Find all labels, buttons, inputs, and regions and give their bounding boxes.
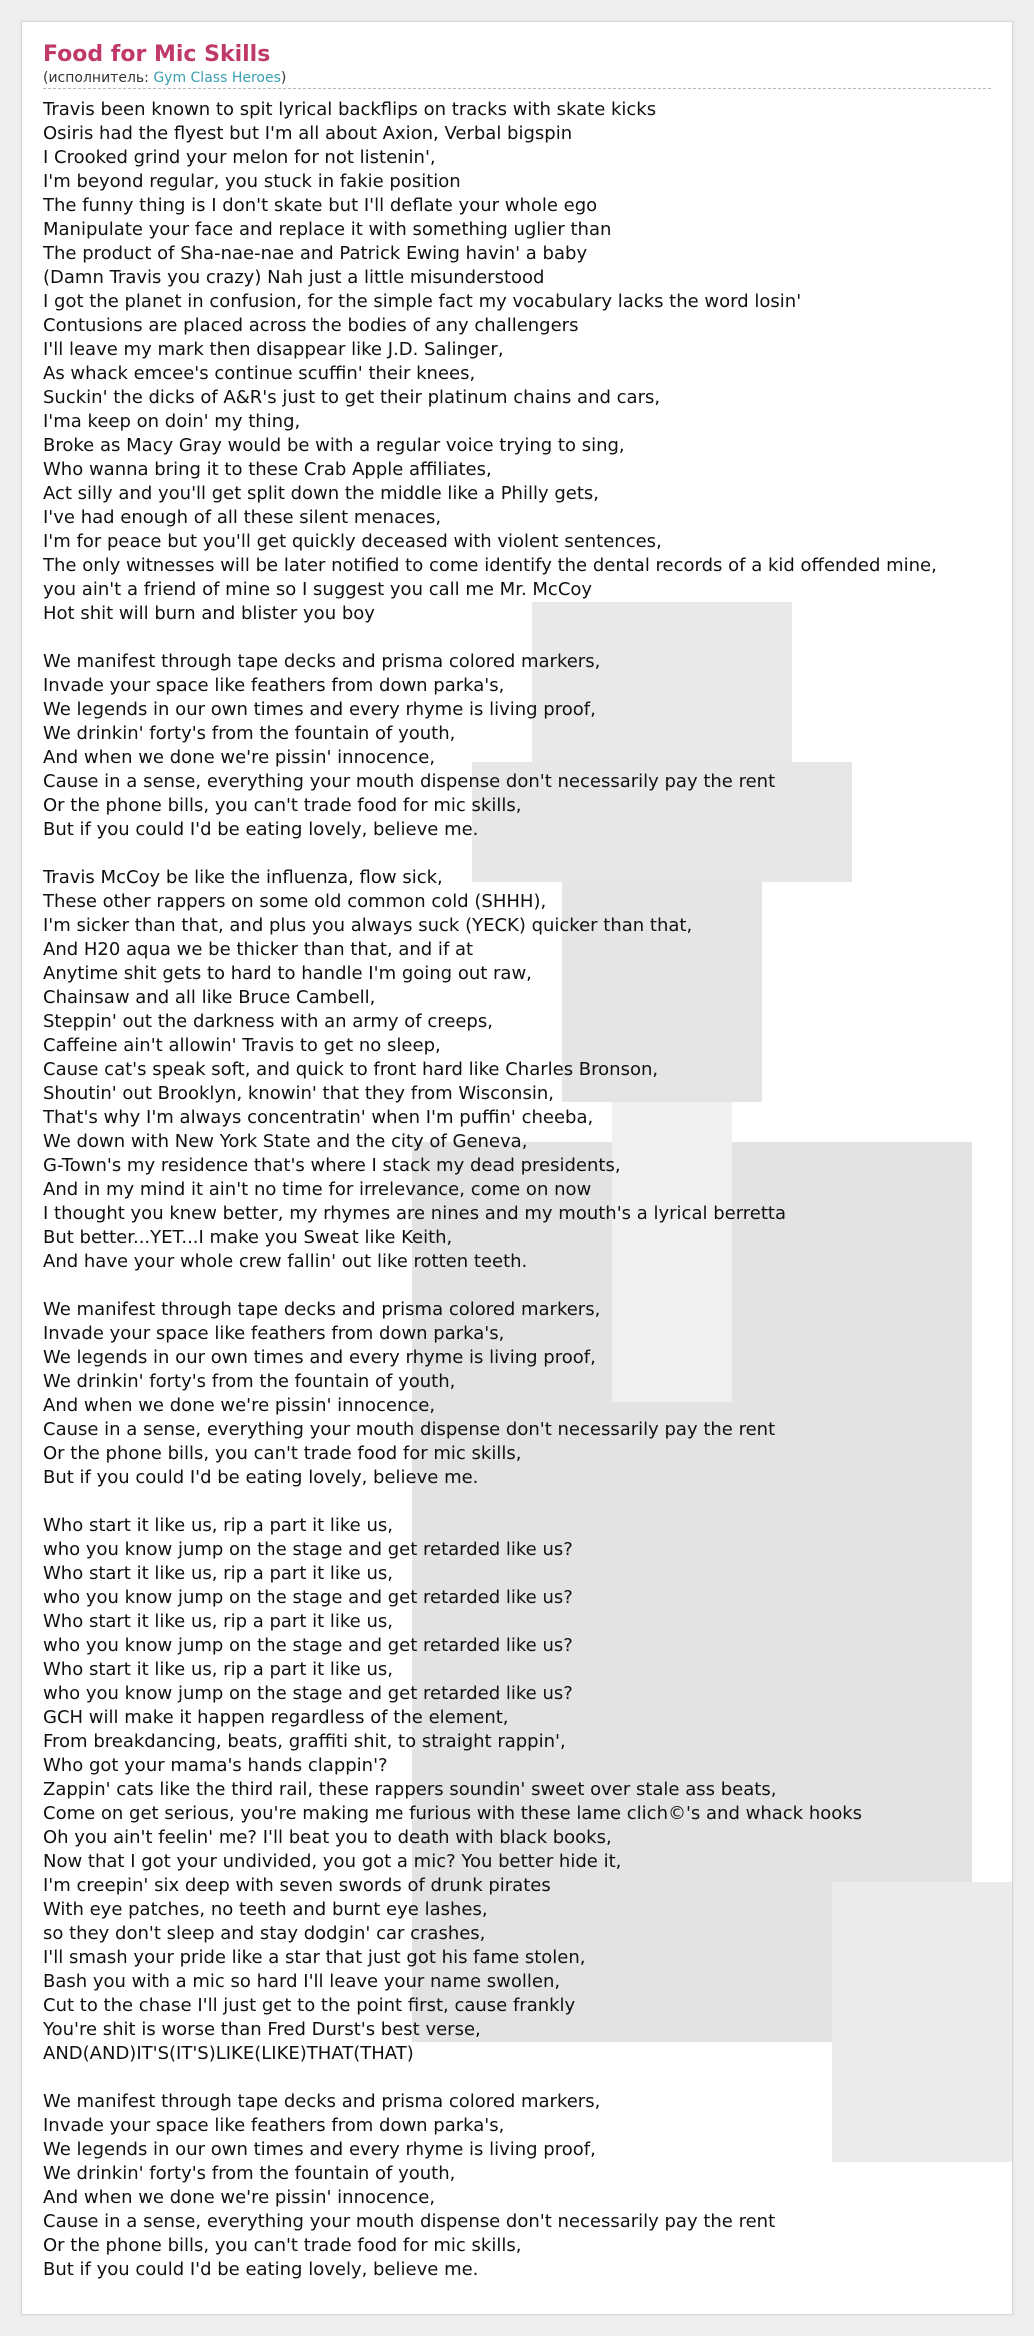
lyrics-stanza (43, 2090, 1013, 2282)
lyric-line: (Damn Travis you crazy) Nah just a little misunderstood (43, 267, 545, 288)
stanza-gap (43, 1490, 1013, 1514)
lyrics-stanza (43, 650, 1013, 842)
lyric-line: Hot shit will burn and blister you boy (43, 603, 375, 624)
lyric-line: We drinkin' forty's from the fountain of youth, (43, 2163, 456, 2184)
lyric-line: Or the phone bills, you can't trade food for mic skills, (43, 1443, 522, 1464)
artist-link[interactable]: Gym Class Heroes (153, 70, 281, 86)
lyric-line: who you know jump on the stage and get retarded like us? (43, 1635, 573, 1656)
lyric-line: The funny thing is I don't skate but I'll deflate your whole ego (43, 195, 598, 216)
lyric-line: The product of Sha-nae-nae and Patrick Ewing havin' a baby (43, 243, 588, 264)
lyric-line: Chainsaw and all like Bruce Cambell, (43, 987, 376, 1008)
lyric-line: We legends in our own times and every rhyme is living proof, (43, 2139, 596, 2160)
lyrics-stanza (43, 1514, 1013, 2066)
lyric-line: And have your whole crew fallin' out like rotten teeth. (43, 1251, 528, 1272)
lyric-line: I'm for peace but you'll get quickly deceased with violent sentences, (43, 531, 662, 552)
lyric-line: We legends in our own times and every rhyme is living proof, (43, 699, 596, 720)
lyric-line: With eye patches, no teeth and burnt eye lashes, (43, 1899, 488, 1920)
lyric-line: We drinkin' forty's from the fountain of youth, (43, 1371, 456, 1392)
lyric-line: Who start it like us, rip a part it like us, (43, 1563, 393, 1584)
lyric-line: But if you could I'd be eating lovely, believe me. (43, 819, 479, 840)
lyric-line: Who start it like us, rip a part it like us, (43, 1659, 393, 1680)
lyrics-stanza (43, 98, 1013, 626)
stanza-gap (43, 842, 1013, 866)
lyric-line: Invade your space like feathers from down parka's, (43, 1323, 505, 1344)
lyric-line: And when we done we're pissin' innocence, (43, 2187, 436, 2208)
lyric-line: who you know jump on the stage and get retarded like us? (43, 1683, 573, 1704)
lyric-line: Bash you with a mic so hard I'll leave your name swollen, (43, 1971, 561, 1992)
lyric-line: Travis McCoy be like the influenza, flow sick, (43, 867, 443, 888)
lyric-line: who you know jump on the stage and get retarded like us? (43, 1587, 573, 1608)
lyric-line: I'm beyond regular, you stuck in fakie position (43, 171, 461, 192)
stanza-gap (43, 1274, 1013, 1298)
lyric-line: That's why I'm always concentratin' when I'm puffin' cheeba, (43, 1107, 594, 1128)
lyric-line: But if you could I'd be eating lovely, believe me. (43, 2259, 479, 2280)
lyric-line: I've had enough of all these silent menaces, (43, 507, 442, 528)
lyric-line: Now that I got your undivided, you got a mic? You better hide it, (43, 1851, 622, 1872)
artist-suffix: ) (280, 70, 287, 86)
lyric-line: But if you could I'd be eating lovely, believe me. (43, 1467, 479, 1488)
lyric-line: Manipulate your face and replace it with something uglier than (43, 219, 612, 240)
lyric-line: We manifest through tape decks and prisma colored markers, (43, 651, 601, 672)
lyric-line: The only witnesses will be later notified to come identify the dental records of a kid offended mine, (43, 555, 937, 576)
lyric-line: Steppin' out the darkness with an army of creeps, (43, 1011, 493, 1032)
lyrics-stanza (43, 866, 1013, 1274)
artist-prefix: (исполнитель: (43, 70, 154, 86)
lyric-line: We manifest through tape decks and prisma colored markers, (43, 2091, 601, 2112)
lyric-line: AND(AND)IT'S(IT'S)LIKE(LIKE)THAT(THAT) (43, 2043, 414, 2064)
lyric-line: We legends in our own times and every rhyme is living proof, (43, 1347, 596, 1368)
lyric-line: so they don't sleep and stay dodgin' car crashes, (43, 1923, 486, 1944)
lyric-line: Anytime shit gets to hard to handle I'm going out raw, (43, 963, 532, 984)
lyric-line: Who start it like us, rip a part it like us, (43, 1515, 393, 1536)
lyric-line: GCH will make it happen regardless of the element, (43, 1707, 509, 1728)
lyric-line: who you know jump on the stage and get retarded like us? (43, 1539, 573, 1560)
lyric-line: I thought you knew better, my rhymes are nines and my mouth's a lyrical berretta (43, 1203, 787, 1224)
lyric-line: As whack emcee's continue scuffin' their knees, (43, 363, 476, 384)
lyric-line: Cause in a sense, everything your mouth dispense don't necessarily pay the rent (43, 1419, 776, 1440)
artist-line (43, 70, 991, 87)
lyric-line: We drinkin' forty's from the fountain of youth, (43, 723, 456, 744)
lyric-line: Zappin' cats like the third rail, these rappers soundin' sweet over stale ass beats, (43, 1779, 777, 1800)
lyric-line: I'm creepin' six deep with seven swords of drunk pirates (43, 1875, 551, 1896)
lyric-line: Travis been known to spit lyrical backflips on tracks with skate kicks (43, 99, 657, 120)
lyric-line: Come on get serious, you're making me furious with these lame clich©'s and whack hooks (43, 1803, 863, 1824)
lyric-line: And H20 aqua we be thicker than that, and if at (43, 939, 474, 960)
lyric-line: Invade your space like feathers from down parka's, (43, 675, 505, 696)
stanza-gap (43, 2066, 1013, 2090)
lyric-line: Or the phone bills, you can't trade food for mic skills, (43, 2235, 522, 2256)
lyric-line: Osiris had the flyest but I'm all about Axion, Verbal bigspin (43, 123, 573, 144)
lyric-line: Cause in a sense, everything your mouth dispense don't necessarily pay the rent (43, 2211, 776, 2232)
stanza-gap (43, 626, 1013, 650)
lyric-line: Caffeine ain't allowin' Travis to get no sleep, (43, 1035, 441, 1056)
lyric-line: I got the planet in confusion, for the simple fact my vocabulary lacks the word losin' (43, 291, 802, 312)
lyric-line: I'ma keep on doin' my thing, (43, 411, 301, 432)
lyric-line: Who got your mama's hands clappin'? (43, 1755, 388, 1776)
lyric-line: We manifest through tape decks and prisma colored markers, (43, 1299, 601, 1320)
lyric-line: Invade your space like feathers from down parka's, (43, 2115, 505, 2136)
lyric-line: And when we done we're pissin' innocence, (43, 1395, 436, 1416)
lyric-line: And in my mind it ain't no time for irrelevance, come on now (43, 1179, 592, 1200)
lyric-line: Suckin' the dicks of A&R's just to get their platinum chains and cars, (43, 387, 661, 408)
lyric-line: Who start it like us, rip a part it like us, (43, 1611, 393, 1632)
lyric-line: You're shit is worse than Fred Durst's best verse, (43, 2019, 481, 2040)
lyrics-card (21, 21, 1013, 2315)
lyric-line: I'll smash your pride like a star that just got his fame stolen, (43, 1947, 586, 1968)
lyric-line: Shoutin' out Brooklyn, knowin' that they from Wisconsin, (43, 1083, 554, 1104)
lyrics-stanza (43, 1298, 1013, 1490)
lyric-line: I Crooked grind your melon for not listenin', (43, 147, 436, 168)
song-header (43, 40, 991, 89)
lyric-line: I'm sicker than that, and plus you always suck (YECK) quicker than that, (43, 915, 693, 936)
lyric-line: Act silly and you'll get split down the middle like a Philly gets, (43, 483, 599, 504)
lyrics-body (43, 98, 1013, 2282)
lyric-line: Cut to the chase I'll just get to the point first, cause frankly (43, 1995, 576, 2016)
lyric-line: you ain't a friend of mine so I suggest you call me Mr. McCoy (43, 579, 593, 600)
song-title: Food for Mic Skills (43, 42, 271, 67)
lyric-line: Contusions are placed across the bodies of any challengers (43, 315, 579, 336)
lyric-line: And when we done we're pissin' innocence, (43, 747, 436, 768)
lyric-line: From breakdancing, beats, graffiti shit, to straight rappin', (43, 1731, 566, 1752)
lyric-line: Cause in a sense, everything your mouth dispense don't necessarily pay the rent (43, 771, 776, 792)
lyric-line: G-Town's my residence that's where I stack my dead presidents, (43, 1155, 621, 1176)
lyric-line: Oh you ain't feelin' me? I'll beat you to death with black books, (43, 1827, 612, 1848)
lyric-line: I'll leave my mark then disappear like J.D. Salinger, (43, 339, 504, 360)
lyric-line: Or the phone bills, you can't trade food for mic skills, (43, 795, 522, 816)
lyric-line: But better...YET...I make you Sweat like Keith, (43, 1227, 453, 1248)
lyric-line: We down with New York State and the city of Geneva, (43, 1131, 528, 1152)
lyric-line: Broke as Macy Gray would be with a regular voice trying to sing, (43, 435, 625, 456)
lyric-line: Who wanna bring it to these Crab Apple affiliates, (43, 459, 492, 480)
lyric-line: These other rappers on some old common cold (SHHH), (43, 891, 547, 912)
lyric-line: Cause cat's speak soft, and quick to front hard like Charles Bronson, (43, 1059, 659, 1080)
